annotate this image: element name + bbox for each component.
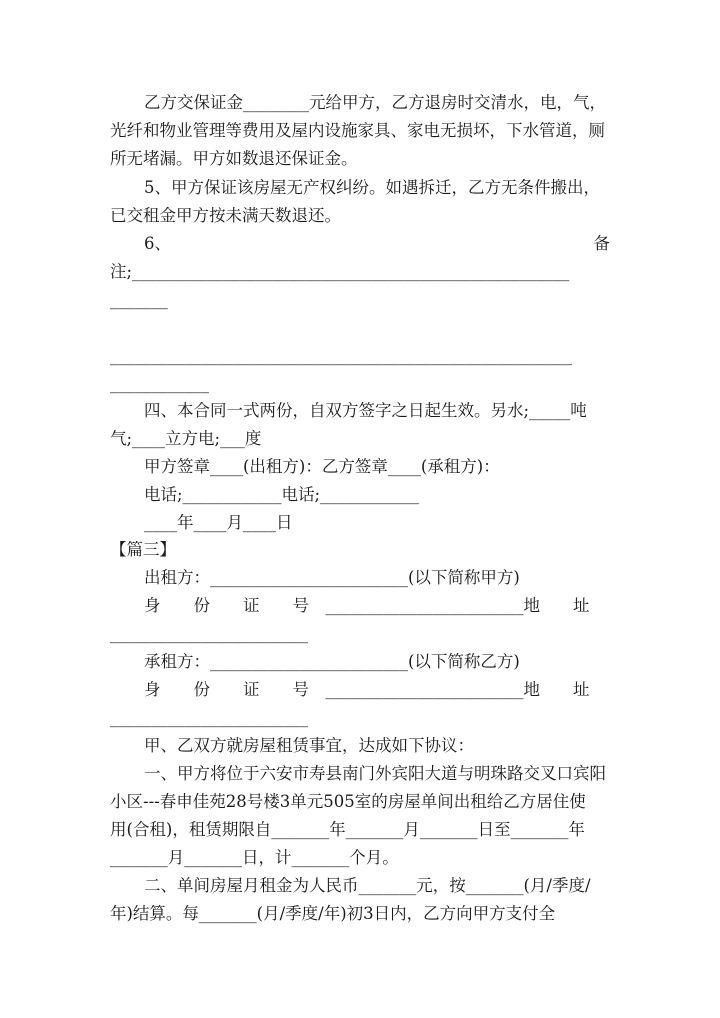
text-line: 四、本合同一式两份，自双方签字之日起生效。另水;_____吨 (144, 401, 587, 420)
text-line: _______月_______日，计_______个月。 (110, 848, 399, 867)
id-address-line: 身 份 证 号 ________________________地 址 (144, 680, 590, 699)
text-line: 甲、乙双方就房屋租赁事宜，达成如下协议： (144, 736, 474, 755)
text-line: 光纤和物业管理等费用及屋内设施家具、家电无损坏，下水管道，厕 (110, 121, 605, 140)
phone-line: 电话;____________电话;____________ (144, 485, 420, 504)
id-address-line: 身 份 证 号 ________________________地 址 (144, 596, 590, 615)
signature-line: 甲方签章____(出租方)：乙方签章____(承租方)： (144, 457, 500, 476)
text-line: 二、单间房屋月租金为人民币_______元，按_______(月/季度/ (144, 876, 591, 895)
text-line: 年)结算。每_______(月/季度/年)初3日内，乙方向甲方支付全 (110, 904, 556, 923)
lessee-line: 承租方：________________________(以下简称乙方) (144, 652, 520, 671)
text-line: 用(合租)，租赁期限自_______年_______月_______日至_______年 (110, 820, 585, 839)
text-line: 一、甲方将位于六安市寿县南门外宾阳大道与明珠路交叉口宾阳 (144, 764, 606, 783)
blank-line: ________________________________________________________ (110, 346, 572, 365)
text-line: 6、 (144, 234, 171, 253)
date-line: ____年____月____日 (144, 513, 293, 532)
lessor-line: 出租方：________________________(以下简称甲方) (144, 568, 520, 587)
blank-line: _______ (110, 290, 168, 309)
blank-line: ____________ (110, 374, 209, 393)
text-line: 所无堵漏。甲方如数退还保证金。 (110, 149, 358, 168)
remarks-line: 注;_____________________________________________________ (110, 262, 570, 281)
text-line: 备 (593, 234, 610, 253)
text-line: 气;____立方电;___度 (110, 429, 262, 448)
text-line: 已交租金甲方按未满天数退还。 (110, 206, 341, 225)
blank-line: ________________________ (110, 624, 308, 643)
section-heading: 【篇三】 (110, 540, 176, 559)
text-line: 小区---春申佳苑28号楼3单元505室的房屋单间出租给乙方居住使 (110, 792, 586, 811)
text-line: 乙方交保证金________元给甲方，乙方退房时交清水，电，气， (144, 93, 606, 112)
text-line: 5、甲方保证该房屋无产权纠纷。如遇拆迁，乙方无条件搬出， (144, 178, 600, 197)
blank-line: ________________________ (110, 708, 308, 727)
